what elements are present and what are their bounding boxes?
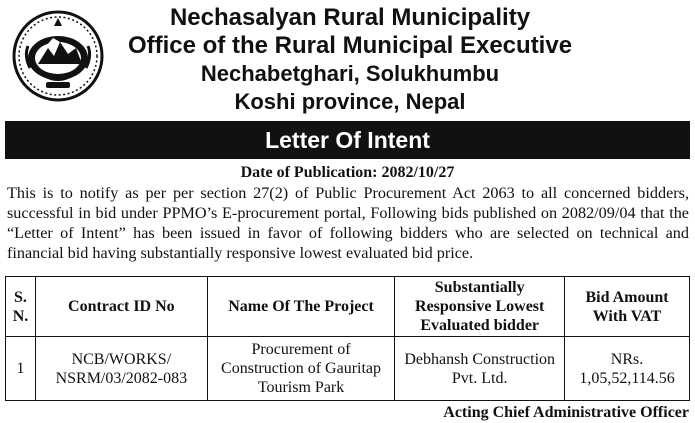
- header-sn: [6, 277, 36, 337]
- cell-contract-id: [35, 337, 207, 401]
- header-contract-id: Contract ID No: [35, 277, 207, 337]
- contract-id-line2: NSRM/03/2082-083: [55, 369, 188, 387]
- cell-project: [207, 337, 395, 401]
- office-address: Nechabetghari, Solukhumbu: [200, 61, 500, 86]
- contract-id-line1: NCB/WORKS/: [71, 350, 172, 368]
- header-bidder-line2: Responsive Lowest: [415, 298, 545, 315]
- office-name: Office of the Rural Municipal Executive: [127, 32, 573, 59]
- project-line3: Tourism Park: [257, 379, 345, 396]
- header-bidder: [395, 277, 565, 337]
- header-bidder-line1: Substantially: [434, 279, 525, 296]
- municipality-title-block: [100, 4, 600, 116]
- province-country: Koshi province, Nepal: [234, 89, 466, 114]
- cell-bidder: [395, 337, 565, 401]
- project-line2: Construction of Gauritap: [221, 360, 382, 377]
- nepal-emblem-icon: [10, 8, 106, 104]
- notice-title-banner: Letter Of Intent: [5, 121, 690, 159]
- project-line1: Procurement of: [251, 341, 351, 358]
- header-amount: [565, 277, 690, 337]
- header-project: Name Of The Project: [207, 277, 395, 337]
- table-row: [6, 337, 690, 401]
- amount-line2: 1,05,52,114.56: [579, 369, 675, 387]
- letterhead: [0, 0, 695, 116]
- municipality-name: Nechasalyan Rural Municipality: [169, 4, 531, 31]
- bidder-line2: Pvt. Ltd.: [451, 369, 508, 387]
- header-amount-line1: Bid Amount: [585, 288, 669, 306]
- cell-sn: 1: [6, 337, 36, 401]
- publication-date: Date of Publication: 2082/10/27: [240, 164, 455, 181]
- header-sn-line2: N.: [12, 307, 29, 325]
- header-sn-line1: S.: [14, 288, 27, 306]
- signatory-title: Acting Chief Administrative Officer: [443, 404, 689, 421]
- header-amount-line2: With VAT: [592, 307, 662, 325]
- header-bidder-line3: Evaluated bidder: [420, 317, 540, 334]
- notice-body: This is to notify as per per section 27(2) of Public Procurement Act 2063 to all concerned bidders, successful in bid under PPMO’s E-procurement portal, Following bids published on 2082/09/04 that the “Letter of Intent” has been issued in favor of following bidders who are selected on technical and financial bid having substantially responsive lowest evaluated bid price.: [7, 184, 689, 262]
- bids-table: [5, 276, 690, 401]
- table-header-row: [6, 277, 690, 337]
- bidder-line1: Debhansh Construction: [404, 350, 556, 368]
- cell-amount: [565, 337, 690, 401]
- amount-line1: NRs.: [610, 350, 644, 368]
